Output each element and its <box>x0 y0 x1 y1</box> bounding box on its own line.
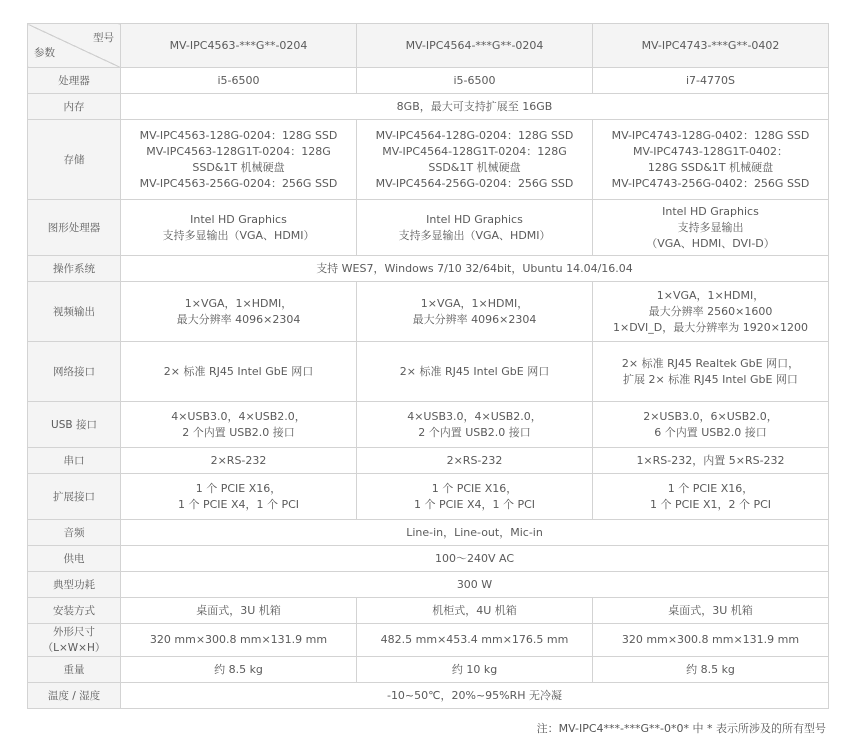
shared-value-cell <box>121 520 829 546</box>
cell-line: 2×RS-232 <box>210 453 267 467</box>
shared-value-cell <box>121 683 829 709</box>
cell-line: 1×VGA，1×HDMI， <box>420 296 529 310</box>
row-label <box>28 624 121 657</box>
model-value-cell <box>121 624 357 657</box>
cell-line: 支持多显输出（VGA、HDMI） <box>398 228 551 242</box>
cell-line: 1 个 PCIE X1，2 个 PCI <box>649 497 772 511</box>
model-value-cell <box>593 448 829 474</box>
shared-value-cell <box>121 546 829 572</box>
table-row <box>28 342 829 402</box>
model-value-cell <box>593 657 829 683</box>
model-value-cell <box>357 282 593 342</box>
cell-line: 1×VGA，1×HDMI， <box>656 288 765 302</box>
table-row <box>28 94 829 120</box>
row-label <box>28 94 121 120</box>
cell-line: 1 个 PCIE X16， <box>195 481 282 495</box>
model-value-cell <box>121 598 357 624</box>
footnote: 注：MV-IPC4***-***G**-0*0* 中 * 表示所涉及的所有型号 <box>536 722 826 735</box>
cell-line: MV-IPC4743-256G-0402：256G SSD <box>611 176 810 190</box>
table-row <box>28 474 829 520</box>
model-value-cell <box>593 474 829 520</box>
cell-line: 最大分辨率 2560×1600 <box>648 304 773 318</box>
table-row <box>28 624 829 657</box>
cell-line: 扩展 2× 标准 RJ45 Intel GbE 网口 <box>623 372 798 386</box>
row-label-line: 网络接口 <box>53 365 95 378</box>
row-label <box>28 448 121 474</box>
cell-line: 支持多显输出 <box>677 220 744 234</box>
table-row <box>28 572 829 598</box>
cell-line: MV-IPC4743-128G-0402：128G SSD <box>611 128 810 142</box>
row-label-line: 扩展接口 <box>53 490 95 503</box>
cell-line: MV-IPC4743-128G1T-0402： <box>632 144 789 158</box>
header-corner-cell <box>28 24 121 68</box>
row-label-line: （L×W×H） <box>42 642 106 654</box>
table-row <box>28 520 829 546</box>
model-value-cell <box>121 200 357 256</box>
cell-line: 4×USB3.0，4×USB2.0， <box>171 409 306 423</box>
table-row <box>28 200 829 256</box>
cell-line: SSD&1T 机械硬盘 <box>192 160 285 174</box>
cell-line: 128G SSD&1T 机械硬盘 <box>647 160 774 174</box>
model-value-cell <box>121 342 357 402</box>
cell-line: 约 8.5 kg <box>686 662 735 676</box>
cell-line: 1×RS-232，内置 5×RS-232 <box>636 453 785 467</box>
cell-line: 1 个 PCIE X16， <box>431 481 518 495</box>
row-label <box>28 520 121 546</box>
cell-line: MV-IPC4563-256G-0204：256G SSD <box>139 176 338 190</box>
table-row <box>28 282 829 342</box>
model-value-cell <box>593 342 829 402</box>
table-row <box>28 402 829 448</box>
cell-line: 支持 WES7，Windows 7/10 32/64bit，Ubuntu 14.04/16.04 <box>316 261 633 275</box>
table-row <box>28 546 829 572</box>
row-label-line: 供电 <box>63 552 85 565</box>
model-value-cell <box>593 624 829 657</box>
row-label <box>28 256 121 282</box>
cell-line: i5-6500 <box>453 73 496 87</box>
cell-line: 2 个内置 USB2.0 接口 <box>418 425 531 439</box>
model-value-cell <box>357 448 593 474</box>
cell-line: Intel HD Graphics <box>426 212 523 226</box>
cell-line: 4×USB3.0，4×USB2.0， <box>407 409 542 423</box>
row-label-line: 外形尺寸 <box>53 626 95 638</box>
shared-value-cell <box>121 256 829 282</box>
model-value-cell <box>593 120 829 200</box>
spec-table <box>27 23 829 709</box>
row-label-line: 内存 <box>63 100 85 113</box>
cell-line: Line-in，Line-out，Mic-in <box>406 525 543 539</box>
model-value-cell <box>121 402 357 448</box>
cell-line: 320 mm×300.8 mm×131.9 mm <box>149 633 328 646</box>
row-label <box>28 683 121 709</box>
model-value-cell <box>121 68 357 94</box>
cell-line: i7-4770S <box>685 73 735 87</box>
cell-line: 约 8.5 kg <box>214 662 263 676</box>
cell-line: -10~50℃，20%~95%RH 无冷凝 <box>386 688 563 702</box>
model-header-1: MV-IPC4563-***G**-0204 <box>121 24 357 68</box>
cell-line: Intel HD Graphics <box>190 212 287 226</box>
cell-line: 最大分辨率 4096×2304 <box>176 312 301 326</box>
cell-line: 8GB，最大可支持扩展至 16GB <box>396 99 553 113</box>
model-value-cell <box>357 68 593 94</box>
cell-line: 2× 标准 RJ45 Intel GbE 网口 <box>399 364 550 378</box>
row-label <box>28 598 121 624</box>
corner-param-label: 参数 <box>34 47 55 59</box>
table-row <box>28 448 829 474</box>
model-value-cell <box>357 624 593 657</box>
table-row <box>28 683 829 709</box>
cell-line: 320 mm×300.8 mm×131.9 mm <box>621 633 800 646</box>
corner-model-label: 型号 <box>93 32 114 44</box>
table-row <box>28 657 829 683</box>
row-label-line: 安装方式 <box>53 604 95 617</box>
cell-line: 最大分辨率 4096×2304 <box>412 312 537 326</box>
cell-line: 1 个 PCIE X16， <box>667 481 754 495</box>
cell-line: 2× 标准 RJ45 Realtek GbE 网口， <box>621 356 800 370</box>
cell-line: 1×VGA，1×HDMI， <box>184 296 293 310</box>
cell-line: MV-IPC4563-128G1T-0204：128G <box>146 144 331 158</box>
model-value-cell <box>593 282 829 342</box>
row-label-line: 处理器 <box>58 74 90 87</box>
shared-value-cell <box>121 94 829 120</box>
cell-line: MV-IPC4563-128G-0204：128G SSD <box>139 128 338 142</box>
cell-line: MV-IPC4564-128G1T-0204：128G <box>382 144 567 158</box>
cell-line: 1 个 PCIE X4，1 个 PCI <box>413 497 536 511</box>
header-row <box>28 24 829 68</box>
row-label-line: USB 接口 <box>51 418 97 431</box>
cell-line: 约 10 kg <box>451 662 498 676</box>
cell-line: 2×USB3.0，6×USB2.0， <box>643 409 778 423</box>
row-label <box>28 474 121 520</box>
model-value-cell <box>593 402 829 448</box>
model-header-3: MV-IPC4743-***G**-0402 <box>593 24 829 68</box>
cell-line: 机柜式，4U 机箱 <box>432 603 517 617</box>
row-label <box>28 342 121 402</box>
row-label-line: 图形处理器 <box>47 221 101 234</box>
model-value-cell <box>121 282 357 342</box>
model-value-cell <box>593 598 829 624</box>
table-row <box>28 598 829 624</box>
cell-line: 1×DVI_D，最大分辨率为 1920×1200 <box>613 320 808 334</box>
cell-line: i5-6500 <box>217 73 260 87</box>
cell-line: 482.5 mm×453.4 mm×176.5 mm <box>380 633 569 646</box>
cell-line: 桌面式，3U 机箱 <box>668 603 753 617</box>
table-row <box>28 120 829 200</box>
row-label-line: 温度 / 湿度 <box>47 689 101 702</box>
cell-line: 支持多显输出（VGA、HDMI） <box>162 228 315 242</box>
shared-value-cell <box>121 572 829 598</box>
row-label <box>28 657 121 683</box>
model-value-cell <box>593 200 829 256</box>
model-value-cell <box>121 657 357 683</box>
table-row <box>28 256 829 282</box>
row-label-line: 视频输出 <box>53 305 95 318</box>
row-label-line: 重量 <box>63 663 85 676</box>
cell-line: SSD&1T 机械硬盘 <box>428 160 521 174</box>
table-row <box>28 68 829 94</box>
row-label <box>28 282 121 342</box>
cell-line: 1 个 PCIE X4，1 个 PCI <box>177 497 300 511</box>
row-label-line: 典型功耗 <box>53 578 95 591</box>
model-value-cell <box>357 120 593 200</box>
cell-line: 6 个内置 USB2.0 接口 <box>654 425 767 439</box>
model-value-cell <box>357 342 593 402</box>
model-value-cell <box>357 474 593 520</box>
cell-line: 100～240V AC <box>434 551 515 565</box>
model-value-cell <box>121 474 357 520</box>
row-label <box>28 546 121 572</box>
cell-line: 桌面式，3U 机箱 <box>196 603 281 617</box>
row-label <box>28 572 121 598</box>
row-label-line: 串口 <box>63 454 85 467</box>
row-label <box>28 120 121 200</box>
model-value-cell <box>357 657 593 683</box>
cell-line: Intel HD Graphics <box>662 204 759 218</box>
cell-line: 300 W <box>456 577 493 591</box>
cell-line: 2×RS-232 <box>446 453 503 467</box>
row-label-line: 存储 <box>63 153 85 166</box>
model-value-cell <box>593 68 829 94</box>
row-label <box>28 200 121 256</box>
model-value-cell <box>357 200 593 256</box>
row-label-line: 音频 <box>63 526 85 539</box>
cell-line: 2× 标准 RJ45 Intel GbE 网口 <box>163 364 314 378</box>
cell-line: MV-IPC4564-256G-0204：256G SSD <box>375 176 574 190</box>
row-label <box>28 68 121 94</box>
row-label <box>28 402 121 448</box>
cell-line: MV-IPC4564-128G-0204：128G SSD <box>375 128 574 142</box>
model-value-cell <box>121 448 357 474</box>
model-header-2: MV-IPC4564-***G**-0204 <box>357 24 593 68</box>
cell-line: （VGA、HDMI、DVI-D） <box>646 236 775 250</box>
model-value-cell <box>121 120 357 200</box>
row-label-line: 操作系统 <box>53 262 95 275</box>
model-value-cell <box>357 402 593 448</box>
cell-line: 2 个内置 USB2.0 接口 <box>182 425 295 439</box>
model-value-cell <box>357 598 593 624</box>
